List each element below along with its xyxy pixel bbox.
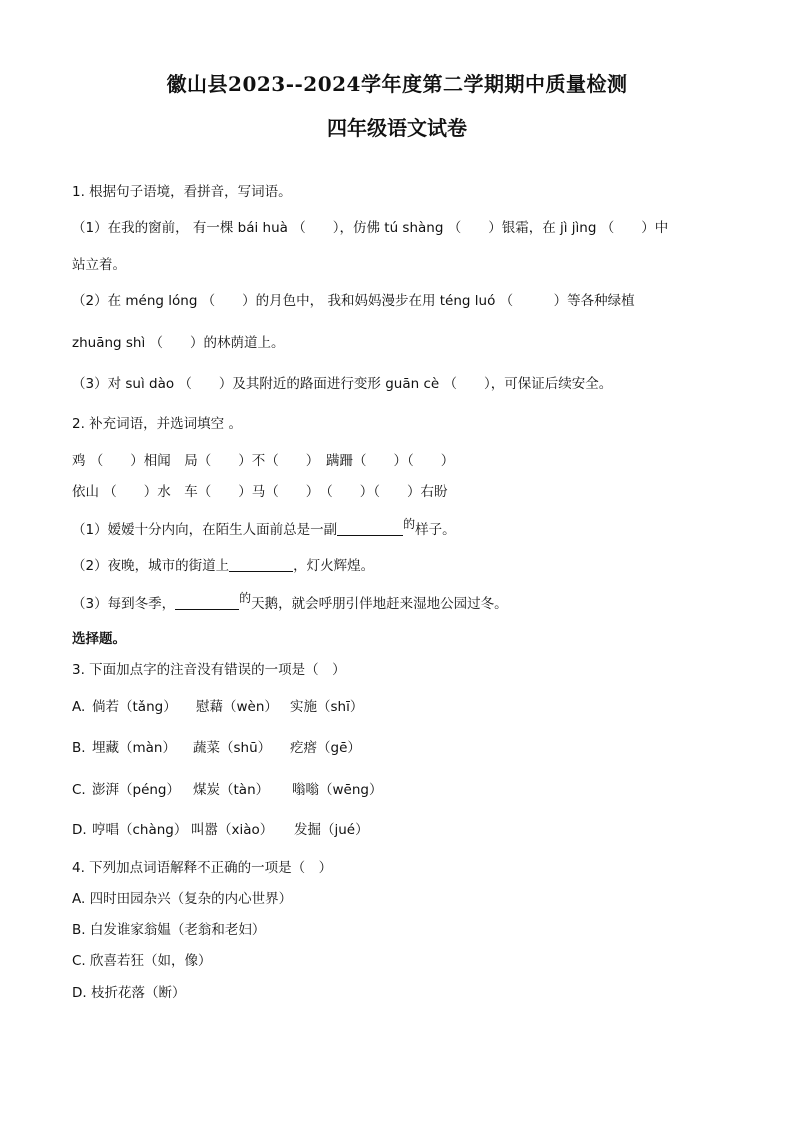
q3-option-a-letter: A. [72, 699, 86, 715]
q3-option-a-word-2: 慰藉（wèn） [196, 699, 278, 715]
q2-sentence-2 [72, 557, 374, 575]
q3-option-b-word-1: 埋藏（màn） [92, 740, 176, 756]
q2-s3-text-a: （3）每到冬季， [72, 596, 176, 612]
q4-option-a: A. 四时田园杂兴（复杂的内心世界） [72, 891, 293, 907]
section-heading: 选择题。 [72, 631, 126, 647]
q2-stem: 2. 补充词语，并选词填空 。 [72, 416, 242, 432]
q1-line-5: （3）对 suì dào （ ）及其附近的路面进行变形 guān cè （ ），可保证后续安全。 [72, 376, 613, 392]
q2-s3-text-c: 天鹅，就会呼朋引伴地赶来湿地公园过冬。 [251, 596, 508, 612]
q3-option-b-letter: B. [72, 740, 86, 756]
q4-option-c: C. 欣喜若狂（如，像） [72, 953, 212, 969]
q2-s1-blank[interactable] [337, 521, 403, 536]
q2-s2-blank[interactable] [229, 557, 293, 572]
q2-s3-blank[interactable] [175, 595, 239, 610]
q2-s1-de: 的 [403, 517, 416, 531]
q1-line-3: （2）在 méng lóng （ ）的月色中， 我和妈妈漫步在用 téng luó （ ）等各种绿植 [72, 293, 635, 309]
q3-option-b-word-2: 蔬菜（shū） [193, 740, 272, 756]
exam-subtitle: 四年级语文试卷 [327, 116, 467, 140]
q4-option-b: B. 白发谁家翁媪（老翁和老妇） [72, 922, 266, 938]
q2-s2-text-a: （2）夜晚，城市的街道上 [72, 558, 230, 574]
q1-stem: 1. 根据句子语境，看拼音，写词语。 [72, 184, 292, 200]
q2-s1-text-c: 样子。 [415, 522, 456, 538]
q1-line-4: zhuāng shì （ ）的林荫道上。 [72, 335, 285, 351]
q3-option-d-word-1: 哼唱（chàng） [92, 822, 188, 838]
q3-option-c-word-3: 嗡嗡（wēng） [292, 782, 383, 798]
q3-option-d-word-3: 发掘（jué） [294, 822, 369, 838]
q2-s1-text-a: （1）嫒嫒十分内向，在陌生人面前总是一副 [72, 522, 338, 538]
q3-option-c-word-1: 澎湃（péng） [92, 782, 181, 798]
q2-s2-text-b: ，灯火辉煌。 [293, 558, 375, 574]
q3-option-d-word-2: 叫嚣（xiào） [191, 822, 274, 838]
q2-sentence-3 [72, 591, 508, 613]
q3-stem: 3. 下面加点字的注音没有错误的一项是（ ） [72, 662, 346, 678]
q1-line-1: （1）在我的窗前， 有一棵 bái huà （ ），仿佛 tú shàng （ ）银霜，在 jì jìng （ ）中 [72, 220, 669, 236]
q3-option-c-word-2: 煤炭（tàn） [193, 782, 270, 798]
q4-option-d: D. 枝折花落（断） [72, 985, 186, 1001]
q2-row-1: 鸡 （ ）相闻 局（ ）不（ ） 蹒跚（ ）（ ） [72, 453, 455, 469]
q3-option-c-letter: C. [72, 782, 86, 798]
q3-option-a-word-3: 实施（shī） [290, 699, 364, 715]
q2-s3-de: 的 [239, 591, 252, 605]
q3-option-a-word-1: 倘若（tǎng） [92, 699, 177, 715]
exam-title: 徽山县2023--2024学年度第二学期期中质量检测 [166, 72, 628, 96]
q3-option-d-letter: D. [72, 822, 87, 838]
q1-line-2: 站立着。 [72, 257, 126, 273]
q2-sentence-1 [72, 517, 456, 539]
q3-option-b-word-3: 疙瘩（gē） [290, 740, 361, 756]
q4-stem: 4. 下列加点词语解释不正确的一项是（ ） [72, 860, 333, 876]
q2-row-2: 依山 （ ）水 车（ ）马（ ） （ ）（ ）右盼 [72, 484, 448, 500]
